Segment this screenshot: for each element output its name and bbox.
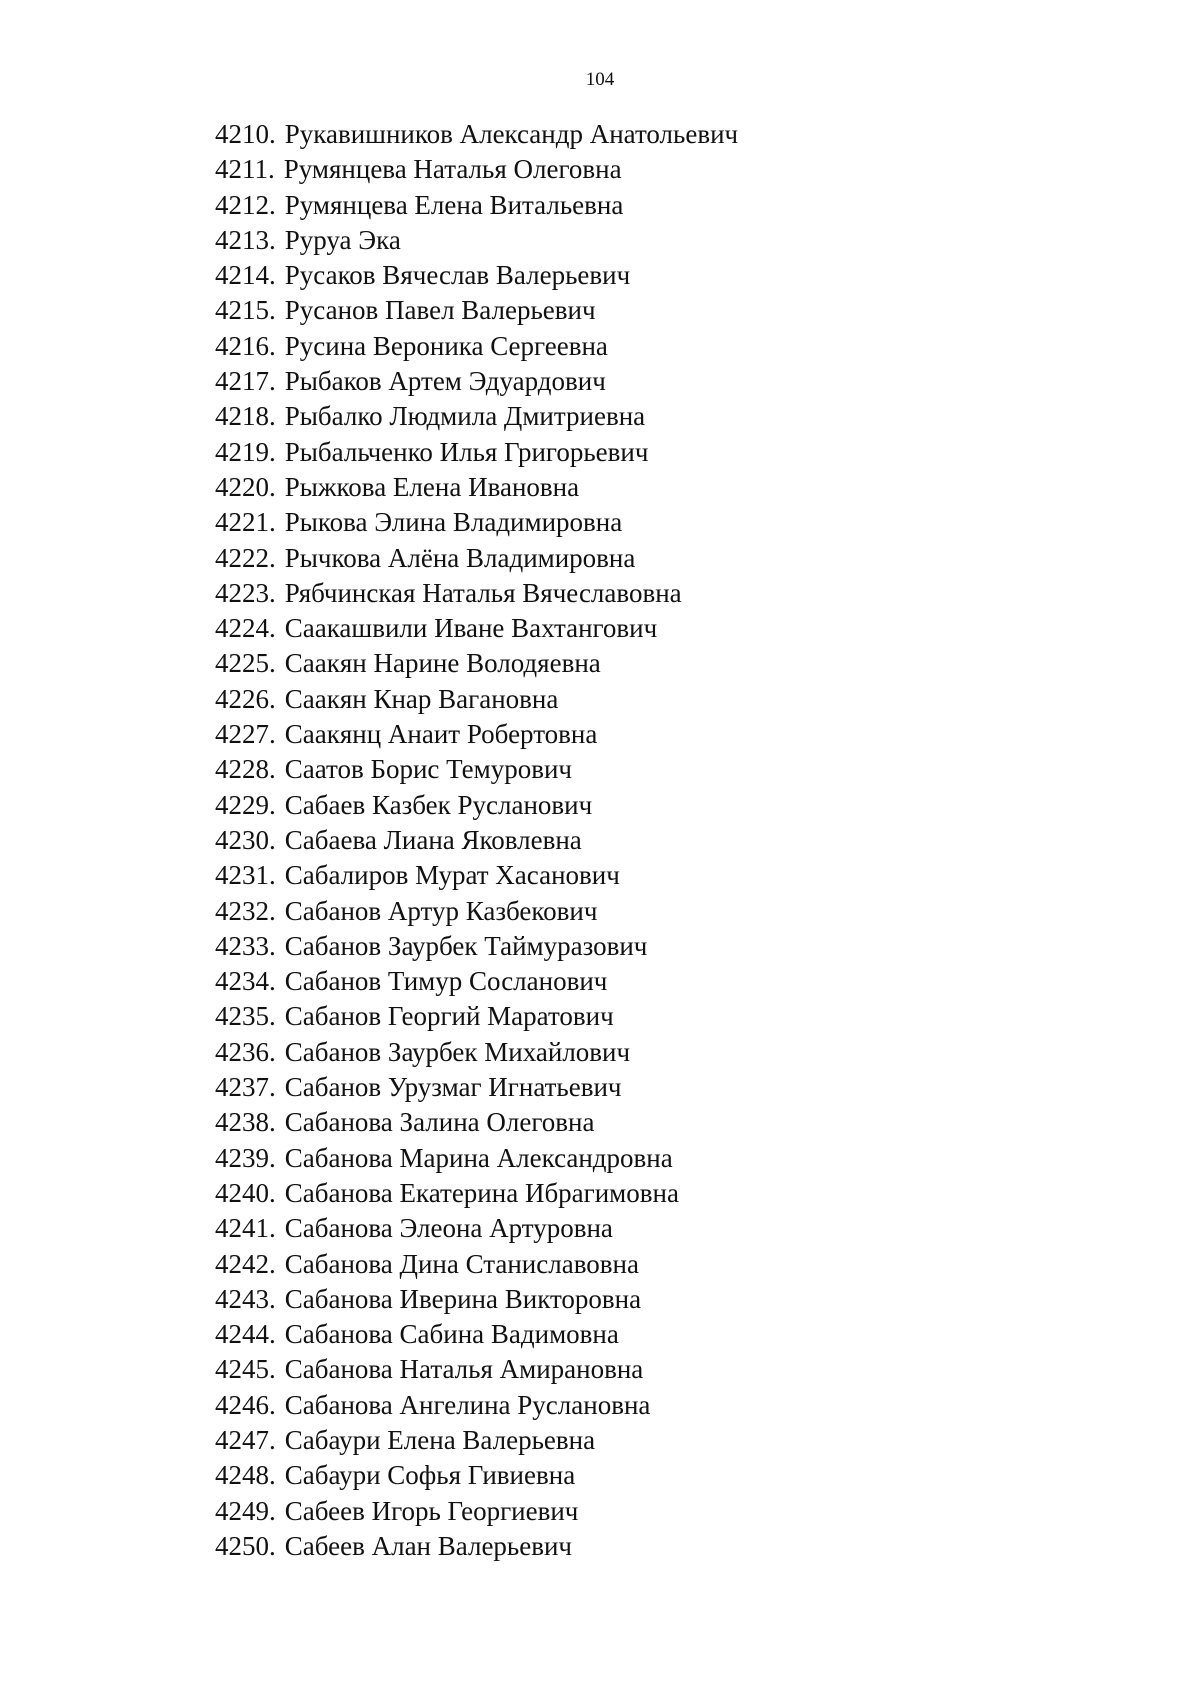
list-item [215,611,738,646]
entry-name: Румянцева Елена Витальевна [284,189,624,220]
entry-name: Сабанова Марина Александровна [284,1142,673,1173]
entry-number: 4213. [215,224,276,255]
list-item [215,223,738,258]
entry-name: Сабанова Элеона Артуровна [284,1213,613,1244]
entry-number: 4210. [215,119,276,149]
entry-number: 4234. [215,966,276,997]
entry-name: Сабаури Елена Валерьевна [284,1424,596,1455]
entry-name: Рыбаков Артем Эдуардович [284,366,606,397]
entry-name: Рычкова Алёна Владимировна [284,542,636,573]
name-list [215,117,738,1564]
entry-number: 4249. [215,1495,276,1526]
entry-number: 4238. [215,1107,276,1138]
entry-number: 4239. [215,1142,276,1173]
entry-name: Саакян Нарине Володяевна [284,648,601,679]
entry-name: Саакян Кнар Вагановна [284,683,559,714]
entry-name: Сабанова Иверина Викторовна [284,1283,642,1314]
entry-name: Русанов Павел Валерьевич [284,295,596,326]
entry-number: 4228. [215,754,276,785]
entry-name: Сабаури Софья Гивиевна [284,1460,576,1491]
entry-number: 4221. [215,507,276,538]
entry-name: Сабалиров Мурат Хасанович [284,860,620,891]
entry-number: 4223. [215,577,276,608]
entry-name: Рыбалко Людмила Дмитриевна [284,401,646,432]
entry-name: Рябчинская Наталья Вячеславовна [284,577,682,608]
entry-name: Сабанов Урузмаг Игнатьевич [284,1072,622,1103]
list-item [215,788,738,823]
entry-name: Сабанова Ангелина Руслановна [284,1389,651,1420]
list-item [215,1070,738,1105]
entry-number: 4244. [215,1319,276,1350]
list-item [215,435,738,470]
entry-name: Рукавишников Александр Анатольевич [284,119,739,149]
list-item [215,929,738,964]
list-item [215,999,738,1034]
entry-number: 4215. [215,295,276,326]
entry-name: Саакашвили Иване Вахтангович [284,613,658,644]
entry-name: Сабанова Дина Станиславовна [284,1248,639,1279]
entry-number: 4240. [215,1177,276,1208]
entry-number: 4241. [215,1213,276,1244]
entry-name: Сабанова Наталья Амирановна [284,1354,644,1385]
entry-number: 4229. [215,789,276,820]
entry-number: 4216. [215,330,276,361]
list-item [215,1105,738,1140]
entry-name: Сабанова Залина Олеговна [284,1107,595,1138]
list-item [215,399,738,434]
list-item [215,293,738,328]
entry-name: Сабаева Лиана Яковлевна [284,824,582,855]
entry-number: 4226. [215,683,276,714]
list-item [215,1035,738,1070]
entry-name: Рыжкова Елена Ивановна [284,471,580,502]
list-item [215,1388,738,1423]
list-item [215,117,738,152]
entry-number: 4217. [215,366,276,397]
entry-name: Сабанов Георгий Маратович [284,1001,614,1032]
entry-name: Русаков Вячеслав Валерьевич [284,260,631,291]
list-item [215,576,738,611]
entry-name: Сабанов Заурбек Михайлович [284,1036,631,1067]
list-item [215,1352,738,1387]
entry-name: Сабанова Екатерина Ибрагимовна [284,1177,679,1208]
entry-name: Саакянц Анаит Робертовна [284,719,598,750]
list-item [215,1529,738,1564]
entry-name: Рыбальченко Илья Григорьевич [284,436,649,467]
list-item [215,188,738,223]
list-item [215,1211,738,1246]
entry-name: Румянцева Наталья Олеговна [283,154,622,185]
entry-name: Руруа Эка [284,224,401,255]
entry-number: 4237. [215,1072,276,1103]
entry-number: 4246. [215,1389,276,1420]
entry-name: Сабанов Артур Казбекович [284,895,598,926]
entry-name: Сабанов Тимур Сосланович [284,966,608,997]
list-item [215,505,738,540]
list-item [215,1317,738,1352]
list-item [215,1494,738,1529]
entry-name: Сабаев Казбек Русланович [284,789,593,820]
list-item [215,646,738,681]
list-item [215,329,738,364]
list-item [215,717,738,752]
list-item [215,1423,738,1458]
list-item [215,823,738,858]
entry-number: 4230. [215,824,276,855]
list-item [215,1282,738,1317]
entry-name: Сабеев Алан Валерьевич [284,1530,573,1561]
entry-number: 4211. [215,154,275,185]
list-item [215,752,738,787]
page-number: 104 [585,69,615,90]
entry-number: 4245. [215,1354,276,1385]
list-item [215,964,738,999]
entry-name: Рыкова Элина Владимировна [284,507,623,538]
entry-number: 4248. [215,1460,276,1491]
entry-number: 4235. [215,1001,276,1032]
entry-number: 4218. [215,401,276,432]
entry-number: 4224. [215,613,276,644]
list-item [215,682,738,717]
entry-number: 4242. [215,1248,276,1279]
list-item [215,258,738,293]
entry-number: 4219. [215,436,276,467]
list-item [215,541,738,576]
list-item [215,364,738,399]
entry-number: 4227. [215,719,276,750]
entry-name: Саатов Борис Темурович [284,754,572,785]
list-item [215,1141,738,1176]
list-item [215,1458,738,1493]
entry-number: 4250. [215,1530,276,1561]
entry-name: Сабанова Сабина Вадимовна [284,1319,619,1350]
entry-number: 4233. [215,930,276,961]
entry-number: 4231. [215,860,276,891]
entry-number: 4214. [215,260,276,291]
list-item [215,1176,738,1211]
entry-number: 4243. [215,1283,276,1314]
entry-number: 4220. [215,471,276,502]
entry-number: 4212. [215,189,276,220]
list-item [215,1247,738,1282]
entry-number: 4232. [215,895,276,926]
list-item [215,894,738,929]
list-item [215,152,738,187]
list-item [215,858,738,893]
entry-number: 4225. [215,648,276,679]
entry-name: Сабанов Заурбек Таймуразович [284,930,648,961]
entry-name: Русина Вероника Сергеевна [284,330,608,361]
list-item [215,470,738,505]
entry-number: 4222. [215,542,276,573]
entry-number: 4247. [215,1424,276,1455]
entry-name: Сабеев Игорь Георгиевич [284,1495,579,1526]
entry-number: 4236. [215,1036,276,1067]
